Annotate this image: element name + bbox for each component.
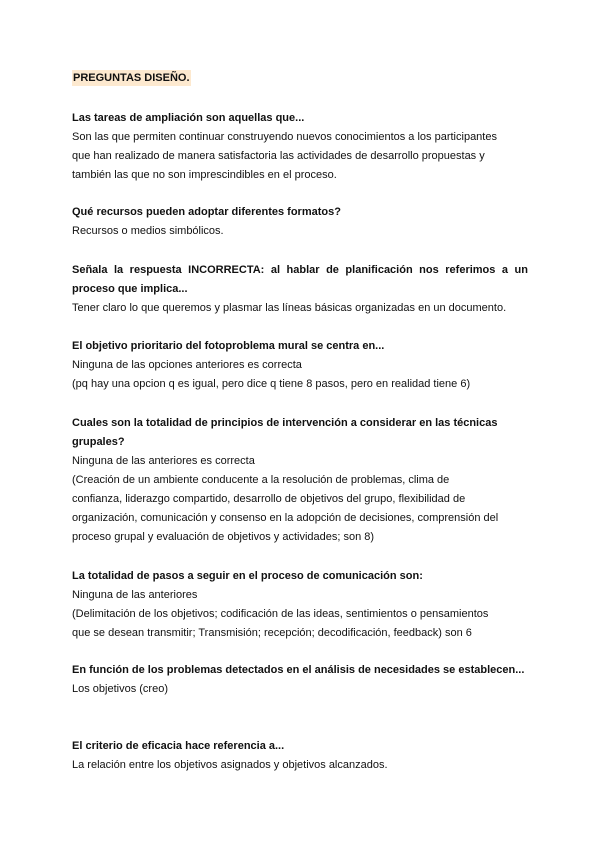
question: La totalidad de pasos a seguir en el proceso de comunicación son: xyxy=(72,570,423,582)
answer-line: organización, comunicación y consenso en la adopción de decisiones, comprensión del xyxy=(72,512,499,524)
answer-line: proceso grupal y evaluación de objetivos y actividades; son 8) xyxy=(72,531,375,543)
question: En función de los problemas detectados en el análisis de necesidades se establecen... xyxy=(72,664,525,676)
answer-line: (Creación de un ambiente conducente a la resolución de problemas, clima de xyxy=(72,474,450,486)
page-title: PREGUNTAS DISEÑO. xyxy=(73,72,190,84)
answer-line: Ninguna de las anteriores es correcta xyxy=(72,455,255,467)
answer-line: (Delimitación de los objetivos; codificación de las ideas, sentimientos o pensamientos xyxy=(72,608,489,620)
qa-item-3 xyxy=(72,261,528,318)
qa-item-6 xyxy=(72,567,528,643)
answer-line: que se desean transmitir; Transmisión; recepción; decodificación, feedback) son 6 xyxy=(72,627,472,639)
answer-line: Son las que permiten continuar construyendo nuevos conocimientos a los participantes xyxy=(72,131,497,143)
qa-item-5 xyxy=(72,414,528,547)
qa-item-2 xyxy=(72,203,528,241)
answer-line: La relación entre los objetivos asignados y objetivos alcanzados. xyxy=(72,759,388,771)
answer-line: confianza, liderazgo compartido, desarrollo de objetivos del grupo, flexibilidad de xyxy=(72,493,466,505)
qa-item-4 xyxy=(72,337,528,394)
qa-item-1 xyxy=(72,109,528,185)
answer-line: Ninguna de las opciones anteriores es correcta xyxy=(72,359,302,371)
answer-line: Recursos o medios simbólicos. xyxy=(72,225,224,237)
qa-item-8 xyxy=(72,737,528,775)
question: Las tareas de ampliación son aquellas que... xyxy=(72,112,305,124)
answer-line: (pq hay una opcion q es igual, pero dice q tiene 8 pasos, pero en realidad tiene 6) xyxy=(72,378,471,390)
qa-item-7 xyxy=(72,661,528,699)
answer-line: también las que no son imprescindibles en el proceso. xyxy=(72,169,337,181)
answer-line: Ninguna de las anteriores xyxy=(72,589,198,601)
question: Cuales son la totalidad de principios de intervención a considerar en las técnicas grupales? xyxy=(72,417,498,448)
answer-line: Tener claro lo que queremos y plasmar las líneas básicas organizadas en un documento. xyxy=(72,302,507,314)
question: El criterio de eficacia hace referencia a... xyxy=(72,740,285,752)
question: El objetivo prioritario del fotoproblema mural se centra en... xyxy=(72,340,385,352)
answer-line: que han realizado de manera satisfactoria las actividades de desarrollo propuestas y xyxy=(72,150,485,162)
question: Señala la respuesta INCORRECTA: al hablar de planificación nos referimos a un proceso que implica... xyxy=(72,264,528,295)
question: Qué recursos pueden adoptar diferentes formatos? xyxy=(72,206,341,218)
answer-line: Los objetivos (creo) xyxy=(72,683,168,695)
